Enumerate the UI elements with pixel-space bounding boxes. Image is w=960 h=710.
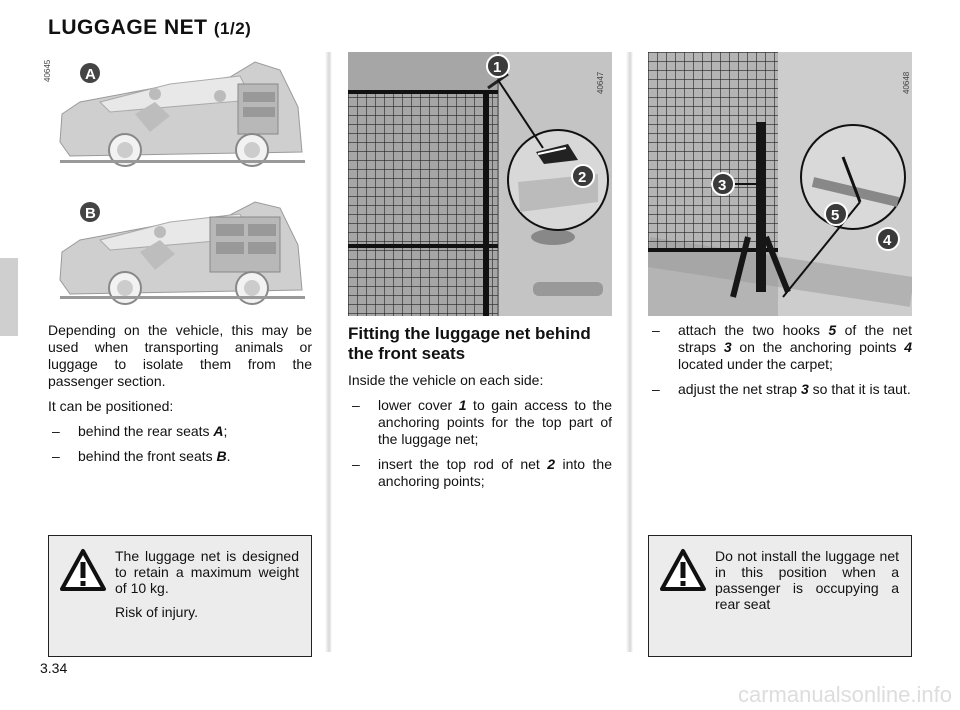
- warning-box-left: [48, 535, 312, 657]
- figure-code-wrap: [594, 58, 606, 98]
- warning-text: The luggage net is designed to retain a maximum weight of 10 kg. Risk of injury.: [115, 548, 299, 620]
- warning-text: Do not install the luggage net in this position when a passenger is occupying a rear seat: [715, 548, 899, 612]
- warning-triangle-icon: [59, 548, 107, 597]
- svg-text:5: 5: [831, 207, 840, 224]
- figure-front-net: [348, 52, 612, 316]
- svg-text:3: 3: [718, 177, 727, 194]
- page-title: LUGGAGE NET (1/2): [48, 16, 252, 39]
- lead-paragraph: Inside the vehicle on each side:: [348, 372, 544, 388]
- callout-2: [572, 165, 594, 187]
- list-item-step1: – lower cover 1 to gain access to the anchoring points for the top part of the luggage net;: [348, 397, 612, 448]
- section-heading: Fitting the luggage net behind the front seats: [348, 324, 591, 363]
- intro-paragraph: Depending on the vehicle, this may be used when transporting animals or luggage to isolate them from the passenger section.: [48, 322, 312, 389]
- warning-box-right: [648, 535, 912, 657]
- figure-code: 40645: [43, 59, 52, 82]
- page-title-part: (1/2): [213, 19, 252, 38]
- page-number: 3.34: [40, 660, 68, 676]
- figure-code: 40647: [596, 71, 605, 94]
- callout-1: [487, 55, 509, 77]
- callout-5: [825, 203, 847, 225]
- list-item-front: – behind the front seats B.: [48, 448, 312, 465]
- figure-code: 40648: [902, 71, 911, 94]
- middle-column-text: [348, 324, 612, 498]
- svg-text:A: A: [85, 66, 96, 83]
- watermark: carmanualsonline.info: [737, 682, 952, 707]
- figure-car-positions: [40, 52, 315, 307]
- column-divider: [626, 52, 633, 652]
- svg-text:B: B: [85, 205, 96, 222]
- list-item-step2: – insert the top rod of net 2 into the anchoring points;: [348, 456, 612, 490]
- positioned-paragraph: It can be positioned:: [48, 398, 174, 414]
- warning-triangle-icon: [659, 548, 707, 597]
- svg-text:4: 4: [883, 232, 892, 249]
- list-item-step3: – attach the two hooks 5 of the net straps 3 on the anchoring points 4 located under the carpet;: [648, 322, 912, 373]
- label-a-circle: [80, 63, 100, 83]
- callout-3: [712, 173, 734, 195]
- right-column-text: [648, 322, 912, 406]
- svg-text:1: 1: [493, 59, 502, 76]
- figure-anchor-points: [648, 52, 912, 316]
- list-item-step4: – adjust the net strap 3 so that it is taut.: [648, 381, 912, 398]
- section-tab: [0, 258, 18, 336]
- callout-4: [877, 228, 899, 250]
- svg-text:2: 2: [578, 169, 587, 186]
- column-divider: [325, 52, 332, 652]
- left-column-text: [48, 322, 312, 473]
- list-item-rear: – behind the rear seats A;: [48, 423, 312, 440]
- figure-code-wrap: [900, 58, 912, 98]
- label-b-circle: [80, 202, 100, 222]
